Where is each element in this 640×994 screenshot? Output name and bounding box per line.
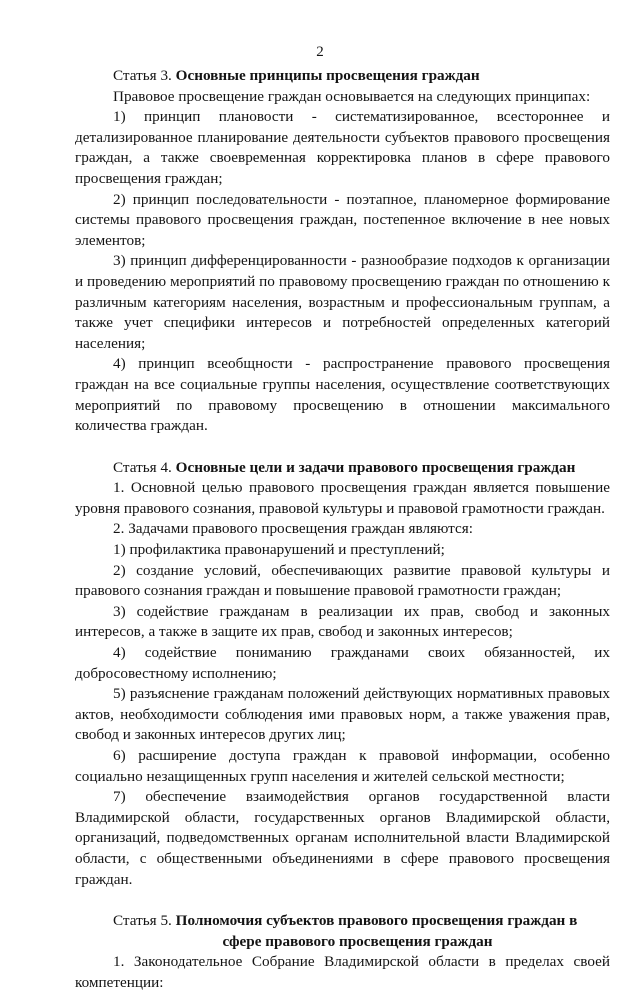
article-3-paragraph: Правовое просвещение граждан основывается на следующих принципах: — [113, 87, 591, 105]
article-3-paragraph: 4) принцип всеобщности - распространение правового просвещения граждан на все социальные группы населения, осуществление соответствующих мероприятий по правовому просвещению в отношении максимального количества граждан. — [75, 355, 610, 435]
article-4-label: Статья 4. — [113, 458, 172, 476]
article-3-paragraph: 2) принцип последовательности - поэтапное, планомерное формирование системы правового просвещения граждан, постепенное включение в нее новых элементов; — [75, 190, 610, 249]
article-4-paragraph: 4) содействие пониманию гражданами своих обязанностей, их добросовестному исполнению; — [75, 644, 610, 682]
article-4-paragraph: 6) расширение доступа граждан к правовой информации, особенно социально незащищенных групп населения и жителей сельской местности; — [75, 747, 610, 785]
article-4-title: Основные цели и задачи правового просвещения граждан — [175, 458, 576, 476]
article-4-paragraph: 2. Задачами правового просвещения граждан являются: — [113, 520, 473, 538]
document-body — [75, 66, 610, 994]
page-number: 2 — [316, 44, 324, 60]
article-3-paragraph: 1) принцип плановости - систематизированное, всестороннее и детализированное планирование деятельности субъектов правового просвещения граждан, а также своевременная корректировка планов в сфере правового просвещения граждан; — [75, 108, 610, 187]
article-5-title-continuation: сфере правового просвещения граждан — [222, 932, 493, 950]
article-3-title: Основные принципы просвещения граждан — [175, 67, 480, 84]
article-3-heading — [75, 66, 610, 87]
article-4-paragraph: 7) обеспечение взаимодействия органов государственной власти Владимирской области, государственных органов Владимирской области, организаций, подведомственных органам исполнительной власти Владимирской области, с общественными объединениями в сфере правового просвещения граждан. — [75, 788, 610, 888]
article-5-label: Статья 5. — [113, 912, 172, 930]
article-4-paragraph: 1. Основной целью правового просвещения граждан является повышение уровня правового сознания, правовой культуры и правовой грамотности граждан. — [75, 479, 610, 517]
article-4-heading — [75, 458, 610, 479]
article-4-paragraph: 2) создание условий, обеспечивающих развитие правовой культуры и правового сознания граждан и повышение правовой грамотности граждан; — [75, 561, 610, 600]
article-5-title: Полномочия субъектов правового просвещения граждан в — [175, 912, 578, 930]
article-4-paragraph: 5) разъяснение гражданам положений действующих нормативных правовых актов, необходимости соблюдения ими правовых норм, а также уважения прав, свобод и законных интересов других лиц; — [75, 685, 610, 744]
article-4-paragraph: 1) профилактика правонарушений и преступлений; — [113, 541, 445, 559]
article-3-paragraph: 3) принцип дифференцированности - разнообразие подходов к организации и проведению мероприятий по правовому просвещению граждан по отношению к различным категориям населения, возрастным и профессиональным группам, а также учет специфики интересов и потребностей определенных категорий населения; — [75, 252, 610, 352]
article-5-paragraph: 1. Законодательное Собрание Владимирской области в пределах своей компетенции: — [75, 953, 610, 991]
article-5-heading — [75, 911, 610, 952]
article-3-label: Статья 3. — [113, 67, 172, 84]
article-4-paragraph: 3) содействие гражданам в реализации их прав, свобод и законных интересов, а также в защите их прав, свобод и законных интересов; — [75, 602, 610, 641]
